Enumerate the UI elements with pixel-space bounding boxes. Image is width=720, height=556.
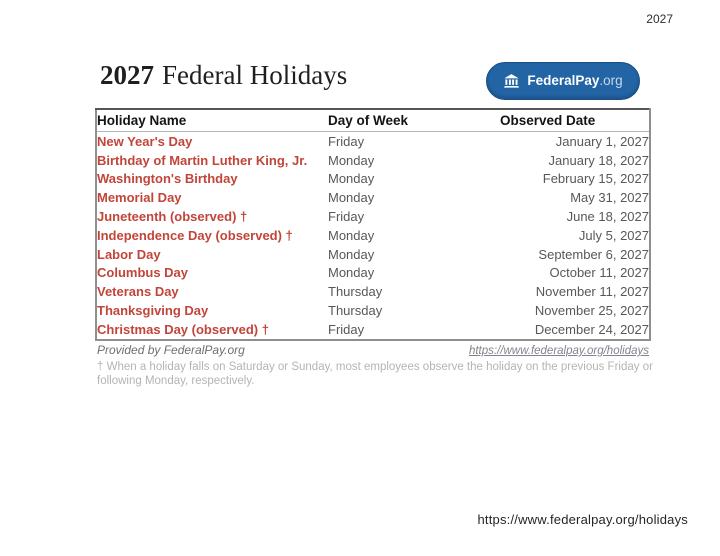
holiday-name-cell: Juneteenth (observed) † <box>97 209 248 225</box>
date-cell: December 24, 2027 <box>534 321 649 337</box>
page-title-text: Federal Holidays <box>162 60 348 90</box>
bank-icon <box>503 73 520 90</box>
date-cell: October 11, 2027 <box>549 265 649 281</box>
date-cell: November 25, 2027 <box>534 303 649 319</box>
day-cell: Monday <box>328 265 375 281</box>
date-cell: January 18, 2027 <box>548 152 649 168</box>
day-cell: Friday <box>328 321 365 337</box>
holiday-table-body <box>96 132 650 340</box>
provided-by-text: Provided by FederalPay.org <box>97 343 245 357</box>
date-cell: September 6, 2027 <box>538 246 649 262</box>
table-row <box>96 207 650 226</box>
date-cell: June 18, 2027 <box>566 209 649 225</box>
holiday-name-cell: Columbus Day <box>97 265 189 281</box>
day-cell: Thursday <box>328 284 383 300</box>
table-row <box>96 132 650 151</box>
day-cell: Thursday <box>328 303 383 319</box>
observed-holiday-footnote: † When a holiday falls on Saturday or Sunday, most employees observe the holiday on the previous Friday or following Monday, respectively. <box>97 361 653 387</box>
column-header-holiday-name: Holiday Name <box>96 109 328 132</box>
holiday-name-cell: Christmas Day (observed) † <box>97 321 269 337</box>
date-cell: January 1, 2027 <box>555 133 649 149</box>
page-title <box>100 60 347 91</box>
table-row <box>96 301 650 320</box>
day-cell: Monday <box>328 152 375 168</box>
table-row <box>96 320 650 340</box>
brand-name: FederalPay <box>527 73 600 88</box>
column-header-day-of-week: Day of Week <box>328 109 500 132</box>
table-header <box>96 109 650 132</box>
holiday-name-cell: Veterans Day <box>97 284 179 300</box>
print-header-page-title: 2027 <box>646 12 673 26</box>
table-footer-row <box>97 343 649 357</box>
holiday-name-cell: Labor Day <box>97 246 161 262</box>
date-cell: May 31, 2027 <box>570 190 649 206</box>
column-header-observed-date: Observed Date <box>500 109 650 132</box>
day-cell: Monday <box>328 171 375 187</box>
holiday-name-cell: Independence Day (observed) † <box>97 227 293 243</box>
table-row <box>96 282 650 301</box>
day-cell: Monday <box>328 246 375 262</box>
day-cell: Friday <box>328 209 365 225</box>
holidays-url-link[interactable]: https://www.federalpay.org/holidays <box>468 345 649 357</box>
table-row <box>96 188 650 207</box>
print-footer-url: https://www.federalpay.org/holidays <box>477 512 688 527</box>
date-cell: February 15, 2027 <box>542 171 649 187</box>
holiday-name-cell: Thanksgiving Day <box>97 303 209 319</box>
holiday-name-cell: Birthday of Martin Luther King, Jr. <box>97 152 308 168</box>
date-cell: July 5, 2027 <box>578 227 649 243</box>
federal-holidays-table <box>95 108 651 341</box>
table-row <box>96 245 650 264</box>
holiday-name-cell: Memorial Day <box>97 190 182 206</box>
date-cell: November 11, 2027 <box>535 284 649 300</box>
holiday-name-cell: New Year's Day <box>97 133 193 149</box>
holiday-name-cell: Washington's Birthday <box>97 171 238 187</box>
table-row <box>96 264 650 283</box>
brand-suffix: .org <box>599 73 623 88</box>
table-row <box>96 151 650 170</box>
day-cell: Monday <box>328 190 375 206</box>
table-row <box>96 226 650 245</box>
day-cell: Friday <box>328 133 365 149</box>
day-cell: Monday <box>328 227 375 243</box>
table-row <box>96 170 650 189</box>
page-title-year: 2027 <box>100 60 154 90</box>
federalpay-brand-button[interactable] <box>486 62 640 100</box>
brand-label <box>527 72 622 90</box>
